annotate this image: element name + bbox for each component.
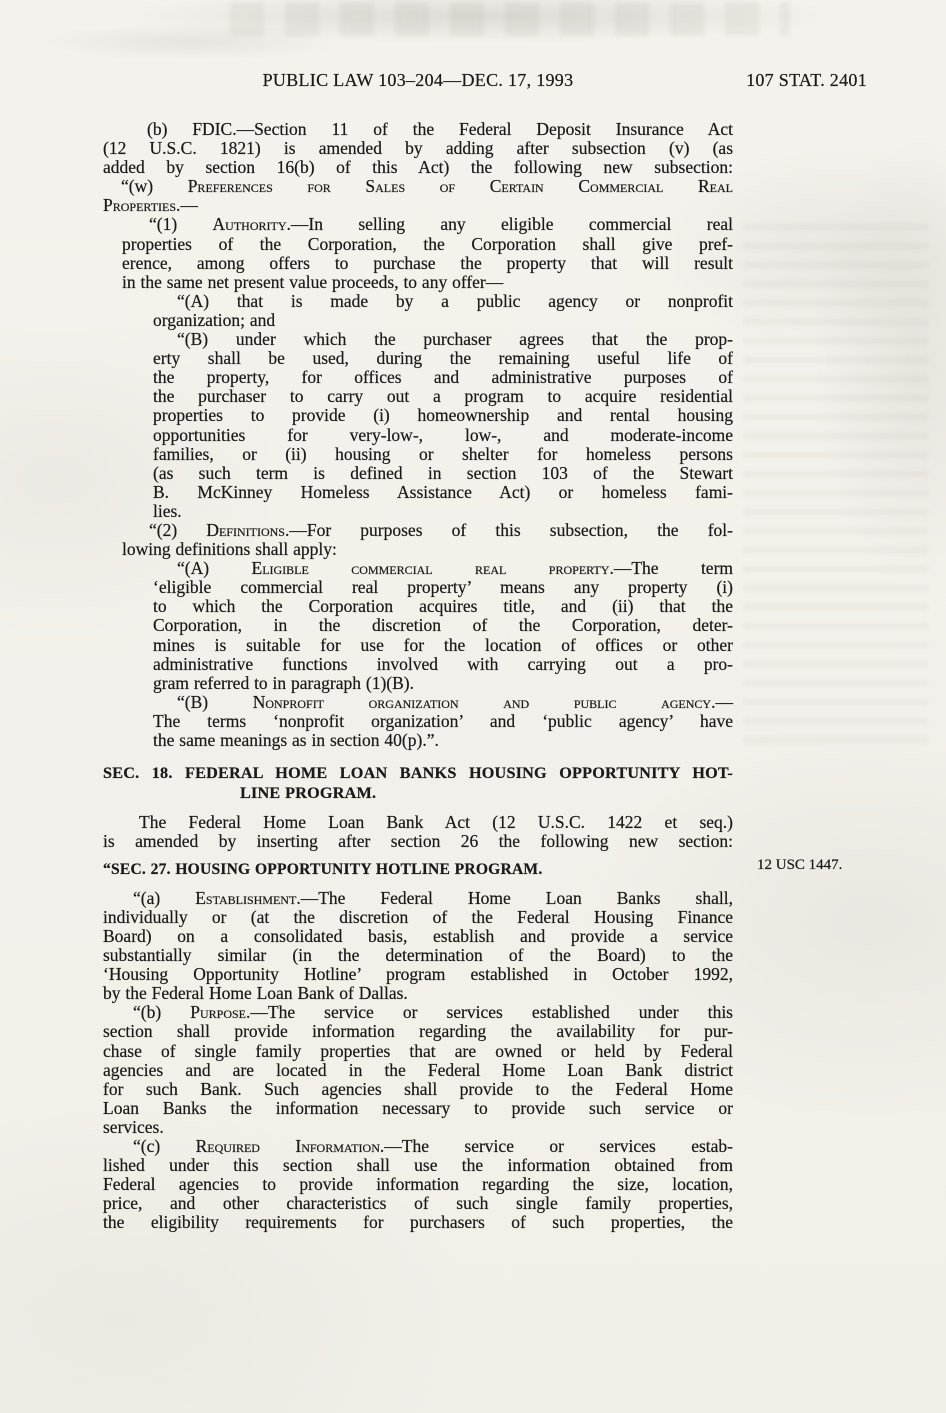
text-line bbox=[103, 1175, 733, 1194]
text-segment: opportunities for very-low-, low-, and moderate-income bbox=[153, 424, 733, 445]
subsection-a-establishment bbox=[103, 889, 733, 1004]
text-segment: to which the Corporation acquires title, and (ii) that the bbox=[153, 596, 733, 617]
text-segment: .—The service or services estab- bbox=[379, 1136, 733, 1156]
text-line bbox=[153, 597, 733, 616]
text-line bbox=[153, 426, 733, 445]
sec-18-heading bbox=[103, 763, 733, 803]
text-line bbox=[153, 483, 733, 502]
text-segment: the eligibility requirements for purchasers of such properties, the bbox=[103, 1212, 733, 1233]
text-segment: “(A) bbox=[177, 558, 252, 579]
text-segment: “SEC. 27. HOUSING OPPORTUNITY HOTLINE PROGRAM. bbox=[103, 861, 543, 879]
text-line bbox=[153, 349, 733, 368]
text-line bbox=[122, 273, 733, 292]
text-line bbox=[103, 196, 733, 215]
text-segment: lished under this section shall use the information obtained from bbox=[103, 1155, 733, 1176]
text-line bbox=[122, 540, 733, 559]
small-caps-segment: Nonprofit organization and public agency bbox=[252, 691, 712, 712]
document-body bbox=[103, 120, 733, 1232]
text-segment: Board) on a consolidated basis, establish and provide a service bbox=[103, 925, 733, 946]
text-segment: price, and other characteristics of such single family properties, bbox=[103, 1193, 733, 1214]
text-segment: substantially similar (in the determination of the Board) to the bbox=[103, 945, 733, 966]
text-line bbox=[103, 965, 733, 984]
text-segment: is amended by inserting after section 26 the following new section: bbox=[103, 831, 733, 852]
text-line bbox=[103, 139, 733, 158]
text-line bbox=[103, 1042, 733, 1061]
subparagraph-b-purchaser-agreement bbox=[153, 330, 733, 521]
text-line bbox=[153, 406, 733, 425]
text-line bbox=[153, 616, 733, 635]
text-segment: “(w) bbox=[121, 176, 188, 197]
text-line bbox=[153, 502, 733, 521]
text-line bbox=[103, 860, 733, 880]
text-segment: organization; and bbox=[153, 309, 276, 330]
text-line bbox=[103, 1156, 733, 1175]
small-caps-segment: Properties.— bbox=[103, 195, 198, 216]
text-segment: ‘eligible commercial real property’ means any property (i) bbox=[153, 577, 733, 598]
paragraph-2-definitions bbox=[122, 521, 733, 559]
subsection-c-required-information bbox=[103, 1137, 733, 1232]
small-caps-segment: Establishment bbox=[195, 887, 297, 908]
text-segment: the purchaser to carry out a program to acquire residential bbox=[153, 386, 733, 407]
text-line bbox=[153, 674, 733, 693]
text-segment: gram referred to in paragraph (1)(B). bbox=[153, 672, 414, 693]
scan-bleedthrough-top bbox=[230, 2, 790, 36]
subparagraph-a-offer bbox=[153, 292, 733, 330]
text-segment: agencies and are located in the Federal Home Loan Bank district bbox=[103, 1059, 733, 1080]
text-segment: in the same net present value proceeds, to any offer— bbox=[122, 271, 504, 292]
text-segment: chase of single family properties that are owned or held by Federal bbox=[103, 1040, 733, 1061]
text-line bbox=[103, 908, 733, 927]
text-line bbox=[122, 254, 733, 273]
text-line bbox=[122, 215, 733, 234]
definition-a-eligible-commercial-real-property bbox=[153, 559, 733, 693]
fdic-amendment-intro bbox=[103, 120, 733, 177]
text-segment: “(a) bbox=[133, 887, 196, 908]
text-segment: .—For purposes of this subsection, the fol- bbox=[284, 519, 733, 540]
text-line bbox=[153, 330, 733, 349]
subsection-w-heading bbox=[103, 177, 733, 215]
text-segment: “(2) bbox=[149, 519, 207, 540]
text-segment: by the Federal Home Loan Bank of Dallas. bbox=[103, 983, 408, 1004]
small-caps-segment: Preferences for Sales of Certain Commercial Real bbox=[187, 176, 734, 197]
text-line bbox=[103, 158, 733, 177]
margin-note-usc-citation: 12 USC 1447. bbox=[757, 857, 843, 873]
text-segment: “(b) bbox=[133, 1002, 191, 1023]
text-line bbox=[103, 927, 733, 946]
text-line bbox=[153, 445, 733, 464]
text-segment: “(B) bbox=[177, 691, 253, 712]
text-segment: .— bbox=[711, 691, 733, 712]
text-segment: the property, for offices and administrative purposes of bbox=[153, 367, 733, 388]
text-segment: “(c) bbox=[133, 1136, 196, 1156]
text-line bbox=[103, 1061, 733, 1080]
text-segment: B. McKinney Homeless Assistance Act) or homeless fami- bbox=[153, 481, 733, 502]
text-segment: (12 U.S.C. 1821) is amended by adding after subsection (v) (as bbox=[103, 138, 733, 159]
text-segment: erty shall be used, during the remaining useful life of bbox=[153, 348, 733, 369]
text-segment: LINE PROGRAM. bbox=[240, 784, 377, 803]
small-caps-segment: Eligible commercial real property bbox=[251, 558, 610, 579]
text-line bbox=[103, 1003, 733, 1022]
text-line bbox=[103, 763, 733, 783]
text-line bbox=[122, 235, 733, 254]
text-segment: added by section 16(b) of this Act) the following new subsection: bbox=[103, 157, 733, 178]
text-line bbox=[153, 368, 733, 387]
text-line bbox=[103, 1080, 733, 1099]
text-line bbox=[153, 655, 733, 674]
text-line bbox=[103, 1099, 733, 1118]
text-line bbox=[103, 120, 733, 139]
text-segment: .—The term bbox=[609, 558, 734, 579]
text-segment: .—The service or services established under this bbox=[246, 1002, 733, 1023]
text-segment: families, or (ii) housing or shelter for homeless persons bbox=[153, 443, 733, 464]
text-segment: individually or (at the discretion of the Federal Housing Finance bbox=[103, 906, 733, 927]
text-line bbox=[103, 1022, 733, 1041]
small-caps-segment: Definitions bbox=[206, 519, 285, 540]
text-segment: “(B) under which the purchaser agrees that the prop- bbox=[177, 329, 733, 350]
text-line bbox=[103, 1194, 733, 1213]
text-line bbox=[153, 292, 733, 311]
text-line bbox=[103, 813, 733, 832]
text-line bbox=[153, 464, 733, 483]
text-segment: The terms ‘nonprofit organization’ and ‘public agency’ have bbox=[153, 710, 733, 731]
text-line bbox=[103, 1118, 733, 1137]
small-caps-segment: Required Information bbox=[195, 1136, 380, 1156]
text-segment: Federal agencies to provide information regarding the size, location, bbox=[103, 1174, 733, 1195]
text-segment: The Federal Home Loan Bank Act (12 U.S.C. 1422 et seq.) bbox=[139, 812, 733, 833]
text-segment: (as such term is defined in section 103 of the Stewart bbox=[153, 462, 733, 483]
running-head-stat-number: 107 STAT. 2401 bbox=[746, 70, 867, 90]
text-segment: .—The Federal Home Loan Banks shall, bbox=[296, 887, 733, 908]
text-line bbox=[103, 177, 733, 196]
text-segment: SEC. 18. FEDERAL HOME LOAN BANKS HOUSING OPPORTUNITY HOT- bbox=[103, 764, 733, 783]
text-line bbox=[153, 311, 733, 330]
text-segment: section shall provide information regarding the availability for pur- bbox=[103, 1021, 733, 1042]
sec-27-heading bbox=[103, 860, 733, 880]
text-line bbox=[153, 693, 733, 712]
text-segment: the same meanings as in section 40(p).”. bbox=[153, 730, 439, 750]
scan-bleedthrough-right bbox=[743, 215, 928, 755]
text-segment: “(1) bbox=[149, 214, 213, 235]
text-segment: lies. bbox=[153, 500, 182, 521]
small-caps-segment: Authority bbox=[212, 214, 287, 235]
text-segment: services. bbox=[103, 1116, 164, 1137]
text-line bbox=[103, 1137, 733, 1156]
running-head-law-title: PUBLIC LAW 103–204—DEC. 17, 1993 bbox=[262, 70, 574, 90]
text-segment: properties of the Corporation, the Corporation shall give pref- bbox=[122, 233, 733, 254]
text-line bbox=[153, 731, 733, 750]
text-line bbox=[103, 984, 733, 1003]
small-caps-segment: Purpose bbox=[190, 1002, 247, 1023]
text-line bbox=[153, 636, 733, 655]
text-line bbox=[103, 1213, 733, 1232]
subsection-b-purpose bbox=[103, 1003, 733, 1137]
text-line bbox=[122, 521, 733, 540]
definition-b-nonprofit-organization bbox=[153, 693, 733, 750]
text-line bbox=[153, 559, 733, 578]
text-segment: administrative functions involved with carrying out a pro- bbox=[153, 653, 733, 674]
text-segment: for such Bank. Such agencies shall provide to the Federal Home bbox=[103, 1078, 733, 1099]
text-segment: ‘Housing Opportunity Hotline’ program established in October 1992, bbox=[103, 964, 733, 985]
text-segment: (b) FDIC.—Section 11 of the Federal Deposit Insurance Act bbox=[147, 119, 733, 139]
fhlb-act-amendment-intro bbox=[103, 813, 733, 851]
text-segment: Corporation, in the discretion of the Corporation, deter- bbox=[153, 615, 733, 636]
text-segment: “(A) that is made by a public agency or nonprofit bbox=[177, 290, 733, 311]
text-line bbox=[103, 783, 733, 803]
text-segment: erence, among offers to purchase the property that will result bbox=[122, 252, 733, 273]
text-segment: Loan Banks the information necessary to provide such service or bbox=[103, 1097, 733, 1118]
text-line bbox=[103, 946, 733, 965]
text-line bbox=[153, 712, 733, 731]
paragraph-1-authority bbox=[122, 215, 733, 291]
text-line bbox=[153, 578, 733, 597]
text-line bbox=[103, 832, 733, 851]
text-segment: .—In selling any eligible commercial real bbox=[286, 214, 733, 235]
text-segment: properties to provide (i) homeownership and rental housing bbox=[153, 405, 733, 426]
text-line bbox=[103, 889, 733, 908]
text-segment: mines is suitable for use for the location of offices or other bbox=[153, 634, 733, 655]
text-line bbox=[153, 387, 733, 406]
text-segment: lowing definitions shall apply: bbox=[122, 539, 337, 560]
